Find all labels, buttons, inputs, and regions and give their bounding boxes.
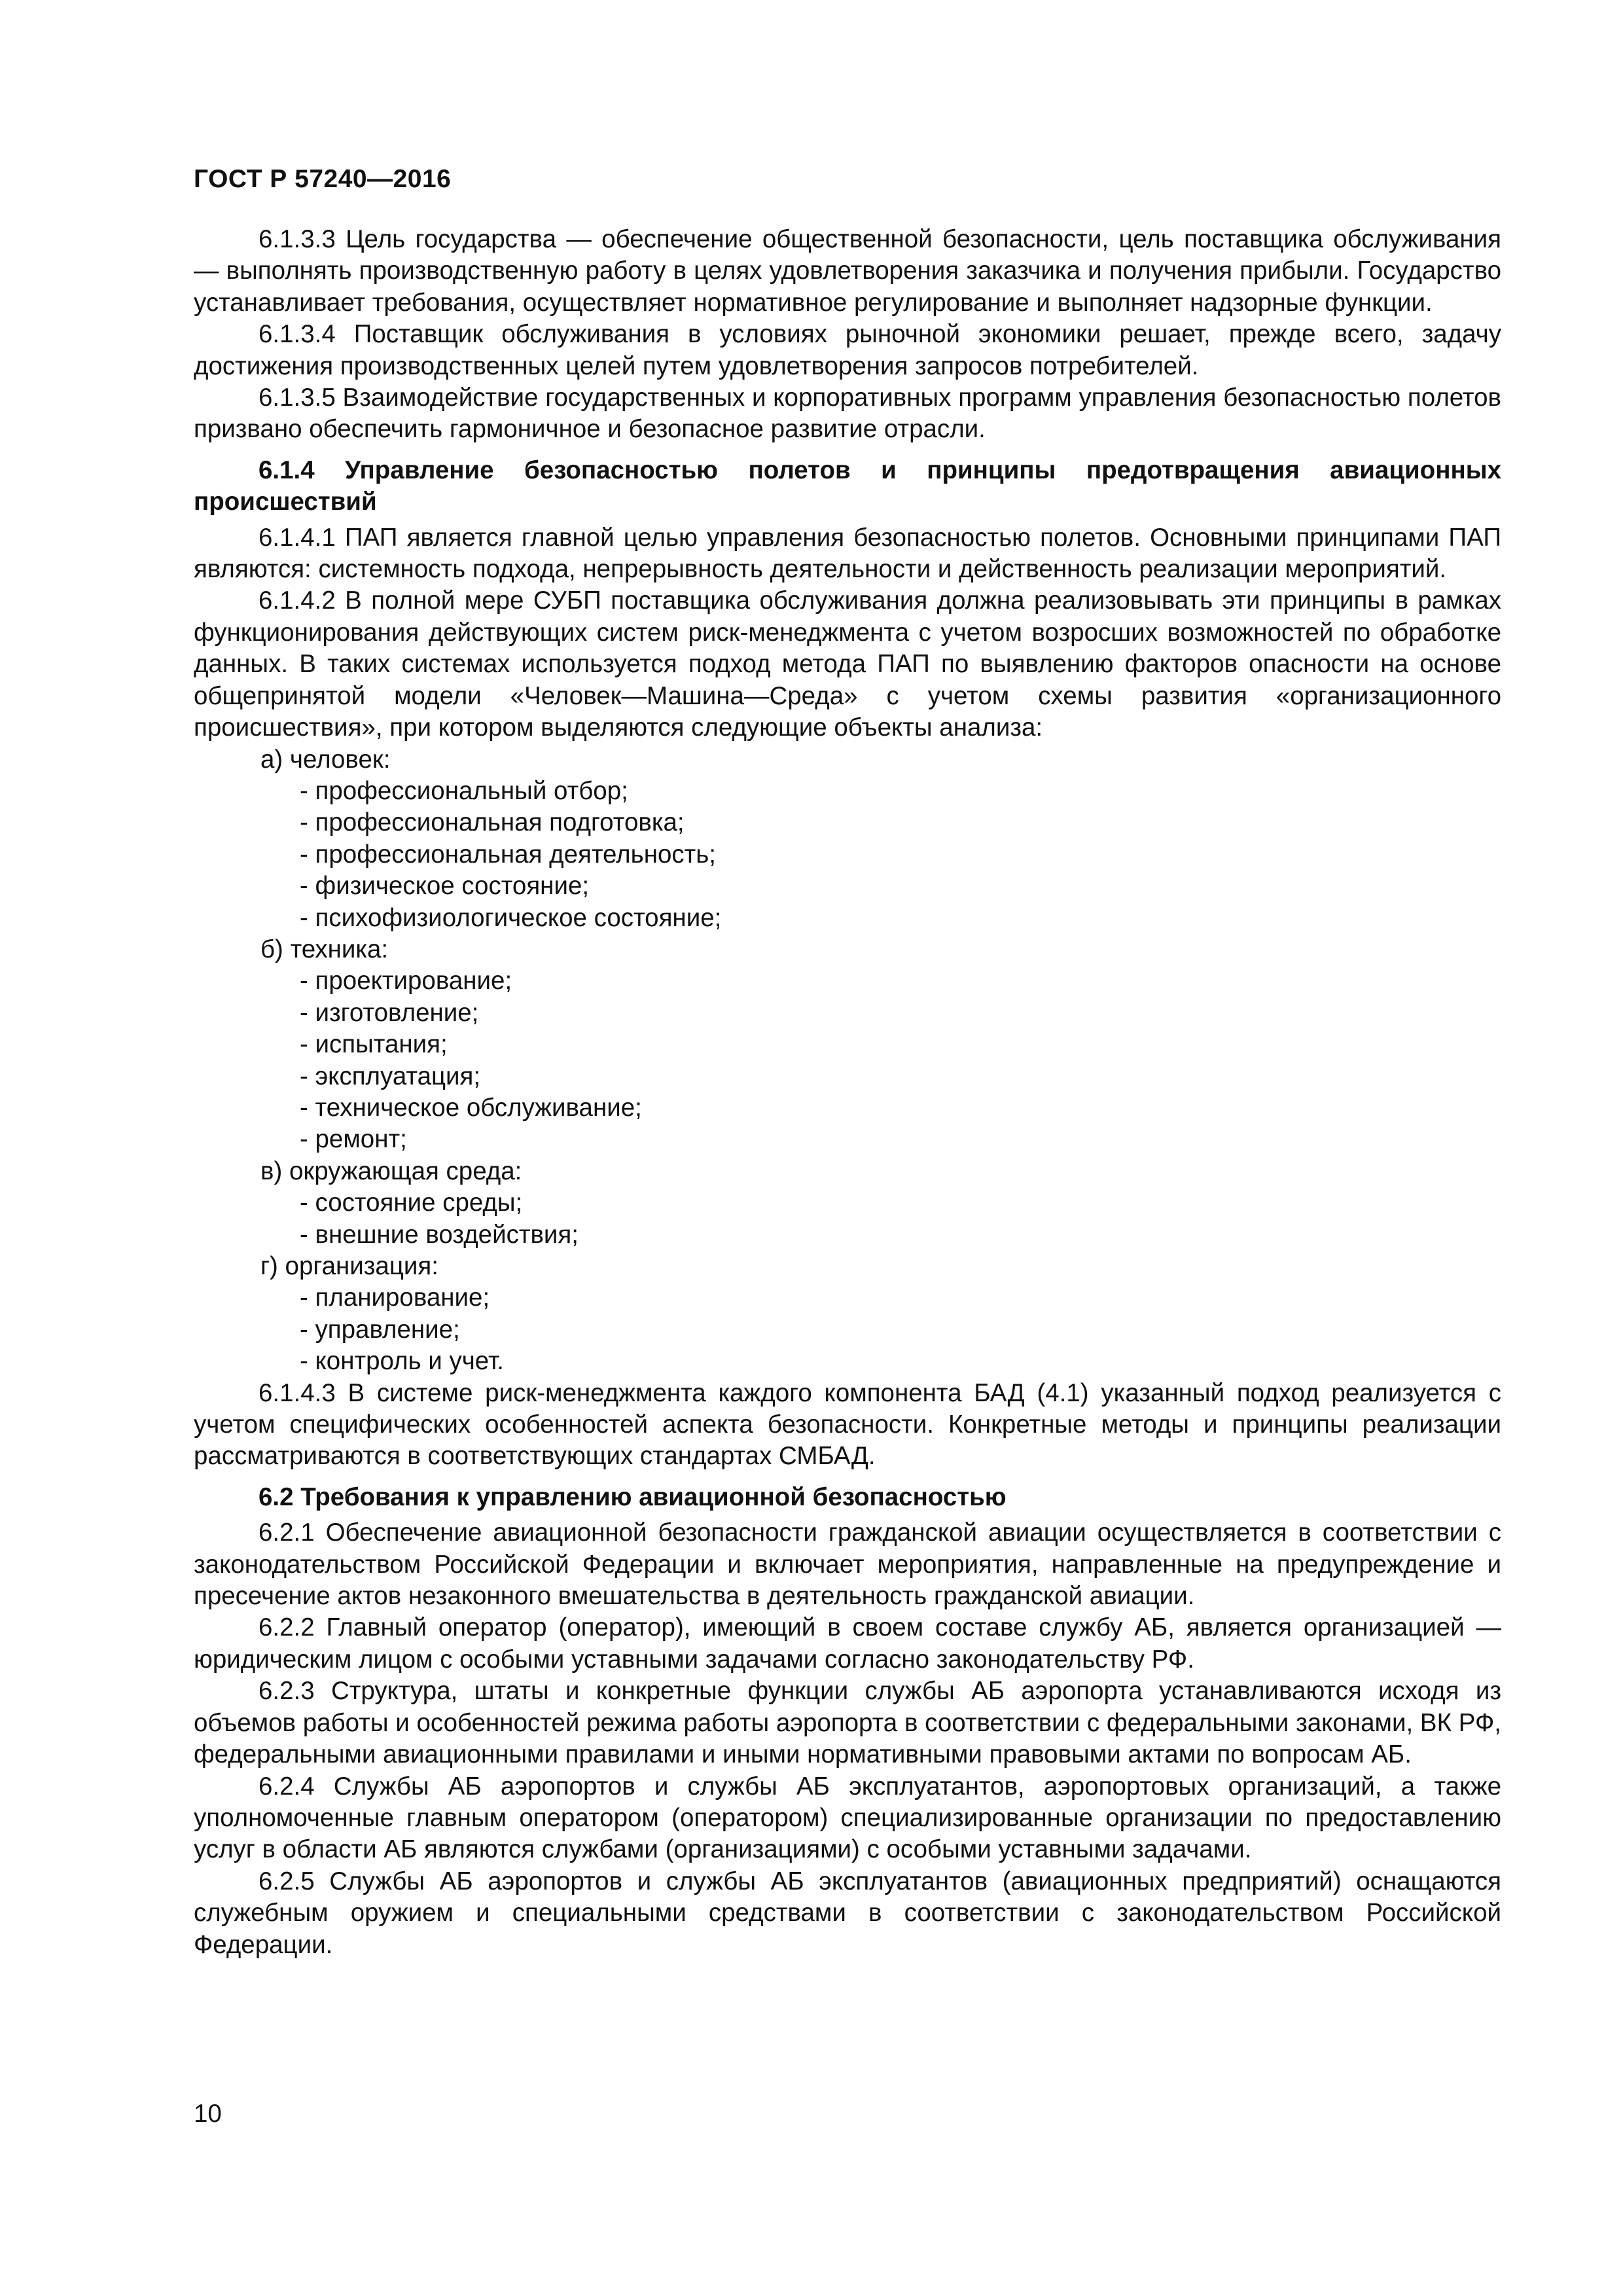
- page-number: 10: [194, 2100, 222, 2128]
- document-body: [194, 224, 1501, 1961]
- list-item: - профессиональная деятельность;: [300, 840, 717, 869]
- paragraph-6-2-4: 6.2.4 Службы АБ аэропортов и службы АБ эксплуатантов, аэропортовых организаций, а также уполномоченные главным оператором (оператором) специализированные организации по предоставлению услуг в области АБ являются службами (организациями) с особыми уставными задачами.: [194, 1772, 1501, 1864]
- list-item: - изготовление;: [300, 998, 479, 1027]
- list-item-group-g: г) организация:: [260, 1252, 438, 1280]
- list-item: - управление;: [300, 1315, 460, 1344]
- list-item: - планирование;: [300, 1283, 490, 1312]
- list-item-group-b: б) техника:: [260, 935, 389, 963]
- section-heading-6-2: 6.2 Требования к управлению авиационной безопасностью: [259, 1482, 1007, 1511]
- list-item: - техническое обслуживание;: [300, 1093, 642, 1122]
- list-item-group-a: а) человек:: [260, 745, 391, 774]
- paragraph-6-1-3-3: 6.1.3.3 Цель государства — обеспечение общественной безопасности, цель поставщика обслуживания — выполнять производственную работу в целях удовлетворения заказчика и получения прибыли. Государство устанавливает требования, осуществляет нормативное регулирование и выполняет надзорные функции.: [194, 225, 1501, 317]
- list-item: - контроль и учет.: [300, 1347, 505, 1376]
- paragraph-6-1-4-3: 6.1.4.3 В системе риск-менеджмента каждого компонента БАД (4.1) указанный подход реализуется с учетом специфических особенностей аспекта безопасности. Конкретные методы и принципы реализации рассматриваются в соответствующих стандартах СМБАД.: [194, 1378, 1501, 1471]
- list-item: - проектирование;: [300, 967, 512, 996]
- paragraph-6-2-2: 6.2.2 Главный оператор (оператор), имеющий в своем составе службу АБ, является организацией — юридическим лицом с особыми уставными задачами согласно законодательству РФ.: [194, 1613, 1501, 1674]
- list-item: - профессиональный отбор;: [300, 776, 628, 805]
- list-item: - внешние воздействия;: [300, 1220, 579, 1249]
- paragraph-6-1-4-1: 6.1.4.1 ПАП является главной целью управления безопасностью полетов. Основными принципами ПАП являются: системность подхода, непрерывность деятельности и действенность реализации мероприятий.: [194, 523, 1501, 584]
- paragraph-6-1-3-4: 6.1.3.4 Поставщик обслуживания в условиях рыночной экономики решает, прежде всего, задачу достижения производственных целей путем удовлетворения запросов потребителей.: [194, 320, 1501, 380]
- list-item: - эксплуатация;: [300, 1062, 481, 1090]
- list-item: - состояние среды;: [300, 1189, 523, 1217]
- paragraph-6-2-3: 6.2.3 Структура, штаты и конкретные функции службы АБ аэропорта устанавливаются исходя из объемов работы и особенностей режима работы аэропорта в соответствии с федеральными законами, ВК РФ, федеральными авиационными правилами и иными нормативными правовыми актами по вопросам АБ.: [194, 1677, 1501, 1769]
- section-heading-6-1-4: 6.1.4 Управление безопасностью полетов и принципы предотвращения авиационных происшествий: [194, 456, 1501, 516]
- list-item: - психофизиологическое состояние;: [300, 903, 722, 932]
- document-header: ГОСТ Р 57240—2016: [194, 165, 452, 193]
- list-item-group-v: в) окружающая среда:: [260, 1157, 522, 1185]
- list-item: - профессиональная подготовка;: [300, 808, 685, 837]
- paragraph-6-1-3-5: 6.1.3.5 Взаимодействие государственных и корпоративных программ управления безопасностью полетов призвано обеспечить гармоничное и безопасное развитие отрасли.: [194, 384, 1501, 444]
- paragraph-6-2-1: 6.2.1 Обеспечение авиационной безопасности гражданской авиации осуществляется в соответствии с законодательством Российской Федерации и включает мероприятия, направленные на предупреждение и пресечение актов незаконного вмешательства в деятельность гражданской авиации.: [194, 1518, 1501, 1611]
- paragraph-6-2-5: 6.2.5 Службы АБ аэропортов и службы АБ эксплуатантов (авиационных предприятий) оснащаются служебным оружием и специальными средствами в соответствии с законодательством Российской Федерации.: [194, 1867, 1501, 1959]
- list-item: - испытания;: [300, 1030, 448, 1059]
- paragraph-6-1-4-2: 6.1.4.2 В полной мере СУБП поставщика обслуживания должна реализовывать эти принципы в рамках функционирования действующих систем риск-менеджмента с учетом возросших возможностей по обработке данных. В таких системах используется подход метода ПАП по выявлению факторов опасности на основе общепринятой модели «Человек—Машина—Среда» с учетом схемы развития «организационного происшествия», при котором выделяются следующие объекты анализа:: [194, 586, 1501, 742]
- list-item: - физическое состояние;: [300, 872, 590, 901]
- list-item: - ремонт;: [300, 1125, 407, 1154]
